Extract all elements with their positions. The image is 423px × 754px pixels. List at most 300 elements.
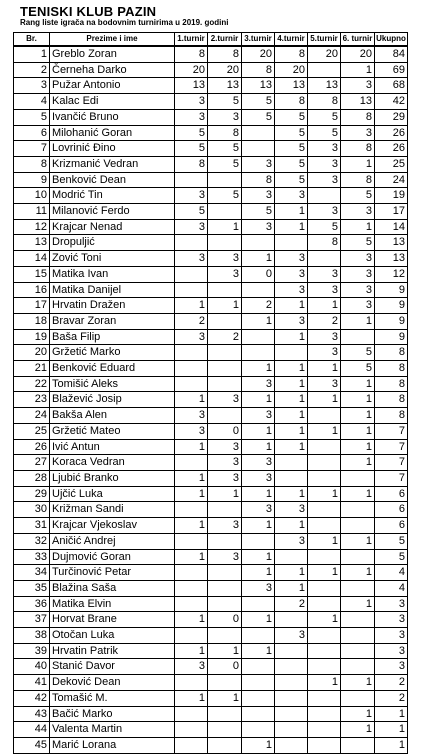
tournament-4-points-cell: 8 bbox=[275, 46, 308, 62]
rank-cell: 34 bbox=[14, 565, 50, 581]
tournament-2-points-cell bbox=[208, 408, 242, 424]
total-points-cell: 7 bbox=[375, 439, 408, 455]
tournament-1-points-cell: 1 bbox=[175, 486, 208, 502]
tournament-2-points-cell bbox=[208, 361, 242, 377]
tournament-2-points-cell: 3 bbox=[208, 518, 242, 534]
header-name: Prezime i ime bbox=[50, 33, 175, 47]
table-row bbox=[14, 361, 408, 377]
tournament-4-points-cell: 3 bbox=[275, 313, 308, 329]
rank-cell: 15 bbox=[14, 266, 50, 282]
tournament-6-points-cell: 1 bbox=[341, 313, 375, 329]
header-tournament-5: 5.turnir bbox=[308, 33, 341, 47]
player-name-cell: Blažina Saša bbox=[50, 580, 175, 596]
tournament-3-points-cell: 5 bbox=[242, 204, 275, 220]
rank-cell: 9 bbox=[14, 172, 50, 188]
tournament-1-points-cell bbox=[175, 376, 208, 392]
tournament-3-points-cell bbox=[242, 329, 275, 345]
tournament-5-points-cell: 1 bbox=[308, 486, 341, 502]
tournament-4-points-cell bbox=[275, 549, 308, 565]
tournament-6-points-cell: 1 bbox=[341, 533, 375, 549]
tournament-6-points-cell bbox=[341, 518, 375, 534]
total-points-cell: 3 bbox=[375, 643, 408, 659]
tournament-4-points-cell: 1 bbox=[275, 486, 308, 502]
tournament-2-points-cell: 0 bbox=[208, 612, 242, 628]
tournament-1-points-cell: 8 bbox=[175, 156, 208, 172]
tournament-5-points-cell bbox=[308, 408, 341, 424]
table-row bbox=[14, 612, 408, 628]
tournament-5-points-cell bbox=[308, 470, 341, 486]
tournament-3-points-cell: 3 bbox=[242, 455, 275, 471]
tournament-2-points-cell: 1 bbox=[208, 643, 242, 659]
tournament-2-points-cell: 13 bbox=[208, 78, 242, 94]
tournament-6-points-cell: 20 bbox=[341, 46, 375, 62]
tournament-1-points-cell: 3 bbox=[175, 219, 208, 235]
tournament-5-points-cell bbox=[308, 251, 341, 267]
tournament-4-points-cell: 1 bbox=[275, 392, 308, 408]
header-tournament-1: 1.turnir bbox=[175, 33, 208, 47]
tournament-5-points-cell bbox=[308, 643, 341, 659]
tournament-3-points-cell: 3 bbox=[242, 502, 275, 518]
tournament-2-points-cell: 1 bbox=[208, 298, 242, 314]
total-points-cell: 7 bbox=[375, 470, 408, 486]
rank-cell: 3 bbox=[14, 78, 50, 94]
tournament-5-points-cell: 2 bbox=[308, 313, 341, 329]
player-name-cell: Blažević Josip bbox=[50, 392, 175, 408]
rank-cell: 23 bbox=[14, 392, 50, 408]
table-row bbox=[14, 502, 408, 518]
header-tournament-6: 6. turnir bbox=[341, 33, 375, 47]
tournament-4-points-cell bbox=[275, 659, 308, 675]
tournament-5-points-cell: 1 bbox=[308, 298, 341, 314]
tournament-2-points-cell: 0 bbox=[208, 659, 242, 675]
player-name-cell: Tomašić M. bbox=[50, 690, 175, 706]
tournament-4-points-cell: 1 bbox=[275, 219, 308, 235]
player-name-cell: Benković Dean bbox=[50, 172, 175, 188]
rank-cell: 45 bbox=[14, 737, 50, 753]
tournament-6-points-cell: 3 bbox=[341, 78, 375, 94]
tournament-3-points-cell: 1 bbox=[242, 313, 275, 329]
tournament-6-points-cell bbox=[341, 690, 375, 706]
table-row bbox=[14, 345, 408, 361]
tournament-6-points-cell bbox=[341, 659, 375, 675]
tournament-4-points-cell: 1 bbox=[275, 329, 308, 345]
tournament-4-points-cell bbox=[275, 706, 308, 722]
total-points-cell: 7 bbox=[375, 455, 408, 471]
rank-cell: 10 bbox=[14, 188, 50, 204]
player-name-cell: Gržetić Mateo bbox=[50, 423, 175, 439]
tournament-1-points-cell: 13 bbox=[175, 78, 208, 94]
tournament-2-points-cell: 3 bbox=[208, 549, 242, 565]
tournament-4-points-cell: 3 bbox=[275, 251, 308, 267]
tournament-3-points-cell bbox=[242, 282, 275, 298]
tournament-3-points-cell: 8 bbox=[242, 172, 275, 188]
table-row bbox=[14, 408, 408, 424]
tournament-2-points-cell bbox=[208, 628, 242, 644]
rank-cell: 35 bbox=[14, 580, 50, 596]
table-row bbox=[14, 251, 408, 267]
rank-cell: 21 bbox=[14, 361, 50, 377]
rank-cell: 43 bbox=[14, 706, 50, 722]
tournament-1-points-cell bbox=[175, 628, 208, 644]
tournament-6-points-cell bbox=[341, 470, 375, 486]
player-name-cell: Milohanić Goran bbox=[50, 125, 175, 141]
total-points-cell: 5 bbox=[375, 533, 408, 549]
tournament-5-points-cell: 1 bbox=[308, 565, 341, 581]
tournament-1-points-cell: 20 bbox=[175, 62, 208, 78]
tournament-3-points-cell: 3 bbox=[242, 219, 275, 235]
tournament-6-points-cell bbox=[341, 628, 375, 644]
tournament-2-points-cell bbox=[208, 235, 242, 251]
table-row bbox=[14, 455, 408, 471]
total-points-cell: 6 bbox=[375, 502, 408, 518]
tournament-5-points-cell bbox=[308, 518, 341, 534]
tournament-4-points-cell bbox=[275, 345, 308, 361]
rank-cell: 30 bbox=[14, 502, 50, 518]
player-name-cell: Milanović Ferdo bbox=[50, 204, 175, 220]
tournament-2-points-cell: 5 bbox=[208, 94, 242, 110]
rank-cell: 5 bbox=[14, 109, 50, 125]
tournament-5-points-cell bbox=[308, 580, 341, 596]
tournament-6-points-cell: 1 bbox=[341, 722, 375, 738]
rank-cell: 32 bbox=[14, 533, 50, 549]
player-name-cell: Matika Ivan bbox=[50, 266, 175, 282]
table-row bbox=[14, 565, 408, 581]
rank-cell: 1 bbox=[14, 46, 50, 62]
tournament-1-points-cell: 3 bbox=[175, 423, 208, 439]
total-points-cell: 13 bbox=[375, 251, 408, 267]
tournament-3-points-cell bbox=[242, 628, 275, 644]
tournament-5-points-cell: 1 bbox=[308, 533, 341, 549]
tournament-4-points-cell: 8 bbox=[275, 94, 308, 110]
tournament-1-points-cell: 1 bbox=[175, 549, 208, 565]
rank-cell: 44 bbox=[14, 722, 50, 738]
tournament-5-points-cell: 1 bbox=[308, 361, 341, 377]
rank-cell: 31 bbox=[14, 518, 50, 534]
player-name-cell: Dropuljić bbox=[50, 235, 175, 251]
total-points-cell: 3 bbox=[375, 628, 408, 644]
tournament-3-points-cell bbox=[242, 345, 275, 361]
player-name-cell: Benković Eduard bbox=[50, 361, 175, 377]
tournament-2-points-cell bbox=[208, 204, 242, 220]
total-points-cell: 13 bbox=[375, 235, 408, 251]
player-name-cell: Greblo Zoran bbox=[50, 46, 175, 62]
total-points-cell: 19 bbox=[375, 188, 408, 204]
tournament-2-points-cell: 0 bbox=[208, 423, 242, 439]
player-name-cell: Krizmanić Vedran bbox=[50, 156, 175, 172]
tournament-4-points-cell: 3 bbox=[275, 266, 308, 282]
tournament-2-points-cell: 3 bbox=[208, 266, 242, 282]
rank-cell: 33 bbox=[14, 549, 50, 565]
tournament-6-points-cell: 3 bbox=[341, 266, 375, 282]
tournament-4-points-cell bbox=[275, 690, 308, 706]
tournament-3-points-cell bbox=[242, 675, 275, 691]
tournament-5-points-cell bbox=[308, 549, 341, 565]
rank-cell: 41 bbox=[14, 675, 50, 691]
rank-cell: 20 bbox=[14, 345, 50, 361]
tournament-6-points-cell: 1 bbox=[341, 408, 375, 424]
tournament-2-points-cell: 3 bbox=[208, 455, 242, 471]
tournament-6-points-cell: 3 bbox=[341, 251, 375, 267]
tournament-1-points-cell: 1 bbox=[175, 439, 208, 455]
player-name-cell: Zović Toni bbox=[50, 251, 175, 267]
table-row bbox=[14, 392, 408, 408]
rank-cell: 12 bbox=[14, 219, 50, 235]
tournament-4-points-cell: 5 bbox=[275, 141, 308, 157]
tournament-5-points-cell bbox=[308, 455, 341, 471]
total-points-cell: 8 bbox=[375, 408, 408, 424]
tournament-1-points-cell bbox=[175, 533, 208, 549]
tournament-2-points-cell: 2 bbox=[208, 329, 242, 345]
tournament-1-points-cell bbox=[175, 266, 208, 282]
total-points-cell: 12 bbox=[375, 266, 408, 282]
tournament-2-points-cell: 3 bbox=[208, 470, 242, 486]
tournament-1-points-cell bbox=[175, 596, 208, 612]
tournament-4-points-cell: 1 bbox=[275, 298, 308, 314]
tournament-4-points-cell: 1 bbox=[275, 565, 308, 581]
table-row bbox=[14, 235, 408, 251]
tournament-3-points-cell: 1 bbox=[242, 361, 275, 377]
rank-cell: 19 bbox=[14, 329, 50, 345]
tournament-2-points-cell: 1 bbox=[208, 690, 242, 706]
table-row bbox=[14, 62, 408, 78]
tournament-3-points-cell: 1 bbox=[242, 392, 275, 408]
tournament-2-points-cell: 1 bbox=[208, 219, 242, 235]
rank-cell: 37 bbox=[14, 612, 50, 628]
total-points-cell: 8 bbox=[375, 345, 408, 361]
tournament-3-points-cell: 20 bbox=[242, 46, 275, 62]
tournament-6-points-cell: 5 bbox=[341, 235, 375, 251]
total-points-cell: 8 bbox=[375, 361, 408, 377]
player-name-cell: Tomišić Aleks bbox=[50, 376, 175, 392]
player-name-cell: Marić Lorana bbox=[50, 737, 175, 753]
player-name-cell: Horvat Brane bbox=[50, 612, 175, 628]
rank-cell: 22 bbox=[14, 376, 50, 392]
tournament-1-points-cell: 1 bbox=[175, 690, 208, 706]
tournament-1-points-cell: 3 bbox=[175, 188, 208, 204]
tournament-5-points-cell: 5 bbox=[308, 109, 341, 125]
table-header-row bbox=[14, 33, 408, 47]
table-row bbox=[14, 549, 408, 565]
tournament-4-points-cell: 1 bbox=[275, 376, 308, 392]
tournament-4-points-cell bbox=[275, 470, 308, 486]
tournament-2-points-cell bbox=[208, 737, 242, 753]
player-name-cell: Matika Elvin bbox=[50, 596, 175, 612]
total-points-cell: 26 bbox=[375, 141, 408, 157]
tournament-6-points-cell: 3 bbox=[341, 282, 375, 298]
player-name-cell: Matika Danijel bbox=[50, 282, 175, 298]
tournament-5-points-cell: 3 bbox=[308, 204, 341, 220]
tournament-1-points-cell: 5 bbox=[175, 141, 208, 157]
header-rank: Br. bbox=[14, 33, 50, 47]
tournament-6-points-cell: 1 bbox=[341, 706, 375, 722]
rank-cell: 40 bbox=[14, 659, 50, 675]
total-points-cell: 29 bbox=[375, 109, 408, 125]
table-row bbox=[14, 219, 408, 235]
table-row bbox=[14, 109, 408, 125]
table-row bbox=[14, 659, 408, 675]
rank-cell: 6 bbox=[14, 125, 50, 141]
rank-cell: 16 bbox=[14, 282, 50, 298]
tournament-2-points-cell: 20 bbox=[208, 62, 242, 78]
tournament-1-points-cell bbox=[175, 502, 208, 518]
tournament-3-points-cell: 8 bbox=[242, 62, 275, 78]
tournament-5-points-cell bbox=[308, 737, 341, 753]
player-name-cell: Aničić Andrej bbox=[50, 533, 175, 549]
tournament-2-points-cell bbox=[208, 502, 242, 518]
ranking-subtitle: Rang liste igrača na bodovnim turnirima u 2019. godini bbox=[20, 18, 229, 27]
total-points-cell: 4 bbox=[375, 580, 408, 596]
tournament-5-points-cell: 3 bbox=[308, 266, 341, 282]
tournament-3-points-cell: 13 bbox=[242, 78, 275, 94]
table-row bbox=[14, 204, 408, 220]
total-points-cell: 3 bbox=[375, 612, 408, 628]
tournament-1-points-cell: 3 bbox=[175, 109, 208, 125]
player-name-cell: Pužar Antonio bbox=[50, 78, 175, 94]
ranking-table bbox=[13, 32, 408, 754]
tournament-4-points-cell: 5 bbox=[275, 109, 308, 125]
total-points-cell: 7 bbox=[375, 423, 408, 439]
total-points-cell: 2 bbox=[375, 675, 408, 691]
table-row bbox=[14, 78, 408, 94]
tournament-2-points-cell bbox=[208, 580, 242, 596]
tournament-4-points-cell: 2 bbox=[275, 596, 308, 612]
table-row bbox=[14, 172, 408, 188]
total-points-cell: 14 bbox=[375, 219, 408, 235]
total-points-cell: 68 bbox=[375, 78, 408, 94]
total-points-cell: 1 bbox=[375, 722, 408, 738]
rank-cell: 17 bbox=[14, 298, 50, 314]
tournament-4-points-cell: 20 bbox=[275, 62, 308, 78]
tournament-1-points-cell: 3 bbox=[175, 251, 208, 267]
player-name-cell: Kalac Edi bbox=[50, 94, 175, 110]
tournament-1-points-cell bbox=[175, 235, 208, 251]
table-body bbox=[14, 46, 408, 753]
tournament-2-points-cell: 5 bbox=[208, 188, 242, 204]
total-points-cell: 4 bbox=[375, 565, 408, 581]
total-points-cell: 3 bbox=[375, 596, 408, 612]
table-row bbox=[14, 313, 408, 329]
tournament-4-points-cell: 1 bbox=[275, 204, 308, 220]
tournament-1-points-cell bbox=[175, 361, 208, 377]
tournament-4-points-cell bbox=[275, 612, 308, 628]
rank-cell: 18 bbox=[14, 313, 50, 329]
tournament-4-points-cell: 3 bbox=[275, 188, 308, 204]
tournament-3-points-cell bbox=[242, 141, 275, 157]
table-row bbox=[14, 329, 408, 345]
table-row bbox=[14, 706, 408, 722]
tournament-6-points-cell bbox=[341, 612, 375, 628]
player-name-cell: Koraca Vedran bbox=[50, 455, 175, 471]
player-name-cell: Hrvatin Patrik bbox=[50, 643, 175, 659]
tournament-6-points-cell bbox=[341, 502, 375, 518]
rank-cell: 29 bbox=[14, 486, 50, 502]
tournament-2-points-cell: 3 bbox=[208, 439, 242, 455]
tournament-1-points-cell: 1 bbox=[175, 643, 208, 659]
tournament-6-points-cell: 1 bbox=[341, 376, 375, 392]
tournament-6-points-cell bbox=[341, 643, 375, 659]
rank-cell: 4 bbox=[14, 94, 50, 110]
tournament-1-points-cell: 1 bbox=[175, 470, 208, 486]
tournament-1-points-cell bbox=[175, 580, 208, 596]
tournament-5-points-cell bbox=[308, 62, 341, 78]
header-total: Ukupno bbox=[375, 33, 408, 47]
table-row bbox=[14, 125, 408, 141]
table-row bbox=[14, 156, 408, 172]
tournament-5-points-cell: 1 bbox=[308, 612, 341, 628]
tournament-5-points-cell: 1 bbox=[308, 392, 341, 408]
tournament-5-points-cell bbox=[308, 439, 341, 455]
tournament-6-points-cell: 3 bbox=[341, 204, 375, 220]
tournament-6-points-cell: 13 bbox=[341, 94, 375, 110]
tournament-3-points-cell bbox=[242, 533, 275, 549]
tournament-6-points-cell: 3 bbox=[341, 298, 375, 314]
table-row bbox=[14, 737, 408, 753]
tournament-4-points-cell: 3 bbox=[275, 282, 308, 298]
player-name-cell: Otočan Luka bbox=[50, 628, 175, 644]
rank-cell: 26 bbox=[14, 439, 50, 455]
total-points-cell: 9 bbox=[375, 282, 408, 298]
tournament-3-points-cell: 1 bbox=[242, 549, 275, 565]
tournament-3-points-cell: 3 bbox=[242, 376, 275, 392]
total-points-cell: 42 bbox=[375, 94, 408, 110]
tournament-4-points-cell: 5 bbox=[275, 125, 308, 141]
tournament-3-points-cell bbox=[242, 125, 275, 141]
total-points-cell: 9 bbox=[375, 329, 408, 345]
tournament-2-points-cell bbox=[208, 172, 242, 188]
tournament-2-points-cell bbox=[208, 675, 242, 691]
tournament-2-points-cell: 5 bbox=[208, 156, 242, 172]
tournament-6-points-cell: 1 bbox=[341, 392, 375, 408]
tournament-4-points-cell bbox=[275, 643, 308, 659]
tournament-5-points-cell: 3 bbox=[308, 329, 341, 345]
tournament-4-points-cell: 1 bbox=[275, 439, 308, 455]
table-row bbox=[14, 94, 408, 110]
tournament-2-points-cell: 8 bbox=[208, 125, 242, 141]
table-row bbox=[14, 46, 408, 62]
tournament-6-points-cell: 1 bbox=[341, 596, 375, 612]
player-name-cell: Ivančić Bruno bbox=[50, 109, 175, 125]
rank-cell: 39 bbox=[14, 643, 50, 659]
rank-cell: 8 bbox=[14, 156, 50, 172]
header-tournament-2: 2.turnir bbox=[208, 33, 242, 47]
tournament-3-points-cell: 3 bbox=[242, 156, 275, 172]
table-row bbox=[14, 282, 408, 298]
tournament-4-points-cell: 1 bbox=[275, 580, 308, 596]
tournament-4-points-cell: 1 bbox=[275, 408, 308, 424]
total-points-cell: 1 bbox=[375, 706, 408, 722]
tournament-6-points-cell: 8 bbox=[341, 141, 375, 157]
total-points-cell: 84 bbox=[375, 46, 408, 62]
tournament-3-points-cell: 3 bbox=[242, 408, 275, 424]
table-row bbox=[14, 596, 408, 612]
tournament-6-points-cell: 8 bbox=[341, 172, 375, 188]
total-points-cell: 26 bbox=[375, 125, 408, 141]
tournament-6-points-cell: 1 bbox=[341, 675, 375, 691]
tournament-4-points-cell: 3 bbox=[275, 533, 308, 549]
tournament-3-points-cell: 5 bbox=[242, 94, 275, 110]
tournament-6-points-cell: 1 bbox=[341, 219, 375, 235]
tournament-5-points-cell: 5 bbox=[308, 219, 341, 235]
tournament-4-points-cell: 3 bbox=[275, 502, 308, 518]
total-points-cell: 9 bbox=[375, 298, 408, 314]
tournament-4-points-cell bbox=[275, 675, 308, 691]
tournament-5-points-cell: 3 bbox=[308, 282, 341, 298]
tournament-1-points-cell: 1 bbox=[175, 392, 208, 408]
player-name-cell: Gržetić Marko bbox=[50, 345, 175, 361]
tournament-2-points-cell bbox=[208, 706, 242, 722]
table-row bbox=[14, 470, 408, 486]
total-points-cell: 3 bbox=[375, 659, 408, 675]
